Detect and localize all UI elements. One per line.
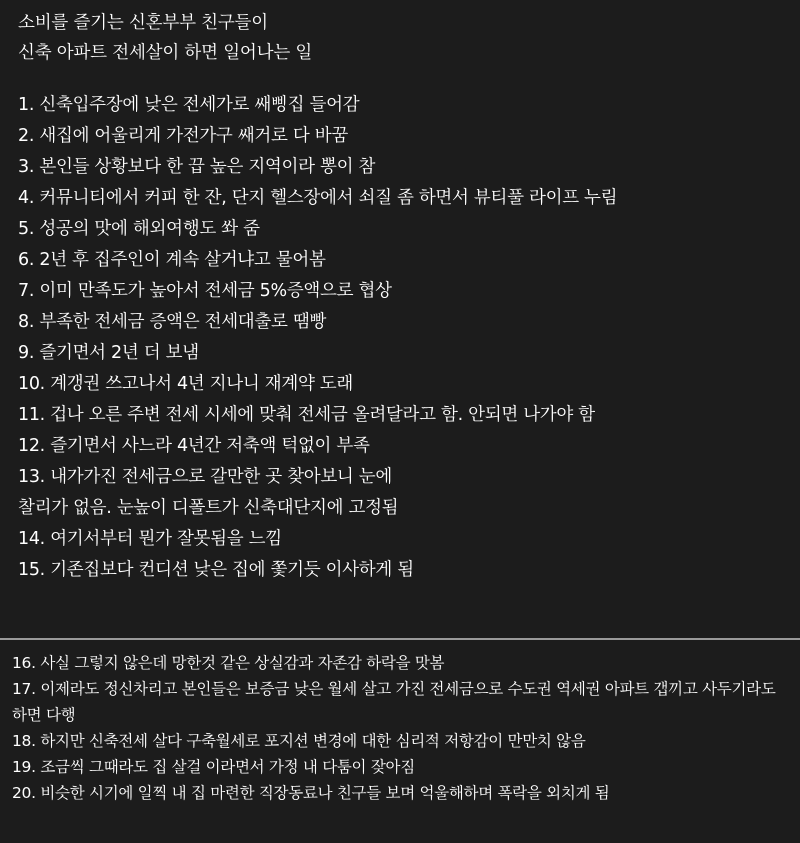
list-item: 9. 즐기면서 2년 더 보냄 <box>18 343 199 363</box>
list-item-continuation: 찰리가 없음. 눈높이 디폴트가 신축대단지에 고정됨 <box>18 498 399 518</box>
list-item: 11. 겁나 오른 주변 전세 시세에 맞춰 전세금 올려달라고 함. 안되면 나가야 함 <box>18 405 595 425</box>
list-item: 3. 본인들 상황보다 한 끕 높은 지역이라 뽕이 참 <box>18 157 376 177</box>
list-item: 20. 비슷한 시기에 일찍 내 집 마련한 직장동료나 친구들 보며 억울해하며 폭락을 외치게 됨 <box>12 784 610 802</box>
list-item: 2. 새집에 어울리게 가전가구 쌔거로 다 바꿈 <box>18 126 348 146</box>
list-item: 15. 기존집보다 컨디션 낮은 집에 쫓기듯 이사하게 됨 <box>18 560 414 580</box>
list-item: 16. 사실 그렇지 않은데 망한것 같은 상실감과 자존감 하락을 맛봄 <box>12 654 445 672</box>
heading-spacer <box>18 68 782 90</box>
heading-line-2: 신축 아파트 전세살이 하면 일어나는 일 <box>18 43 313 63</box>
list-item: 4. 커뮤니티에서 커피 한 잔, 단지 헬스장에서 쇠질 좀 하면서 뷰티풀 라이프 누림 <box>18 188 618 208</box>
bottom-text-block <box>0 638 800 843</box>
list-item: 6. 2년 후 집주인이 계속 살거냐고 물어봄 <box>18 250 326 270</box>
list-item: 17. 이제라도 정신차리고 본인들은 보증금 낮은 월세 살고 가진 전세금으로 수도권 역세권 아파트 갭끼고 사두기라도 하면 다행 <box>12 680 776 724</box>
list-item: 12. 즐기면서 사느라 4년간 저축액 턱없이 부족 <box>18 436 370 456</box>
heading-line-1: 소비를 즐기는 신혼부부 친구들이 <box>18 13 268 33</box>
list-item: 19. 조금씩 그때라도 집 살걸 이라면서 가정 내 다툼이 잦아짐 <box>12 758 415 776</box>
list-item: 18. 하지만 신축전세 살다 구축월세로 포지션 변경에 대한 심리적 저항감이 만만치 않음 <box>12 732 586 750</box>
list-item: 7. 이미 만족도가 높아서 전세금 5%증액으로 협상 <box>18 281 392 301</box>
list-item: 13. 내가가진 전세금으로 갈만한 곳 찾아보니 눈에 <box>18 467 393 487</box>
list-item: 8. 부족한 전세금 증액은 전세대출로 땜빵 <box>18 312 327 332</box>
list-item: 1. 신축입주장에 낮은 전세가로 쌔삥집 들어감 <box>18 95 360 115</box>
list-item: 10. 계갱권 쓰고나서 4년 지나니 재계약 도래 <box>18 374 354 394</box>
list-item: 14. 여기서부터 뭔가 잘못됨을 느낌 <box>18 529 282 549</box>
list-item: 5. 성공의 맛에 해외여행도 쏴 줌 <box>18 219 260 239</box>
